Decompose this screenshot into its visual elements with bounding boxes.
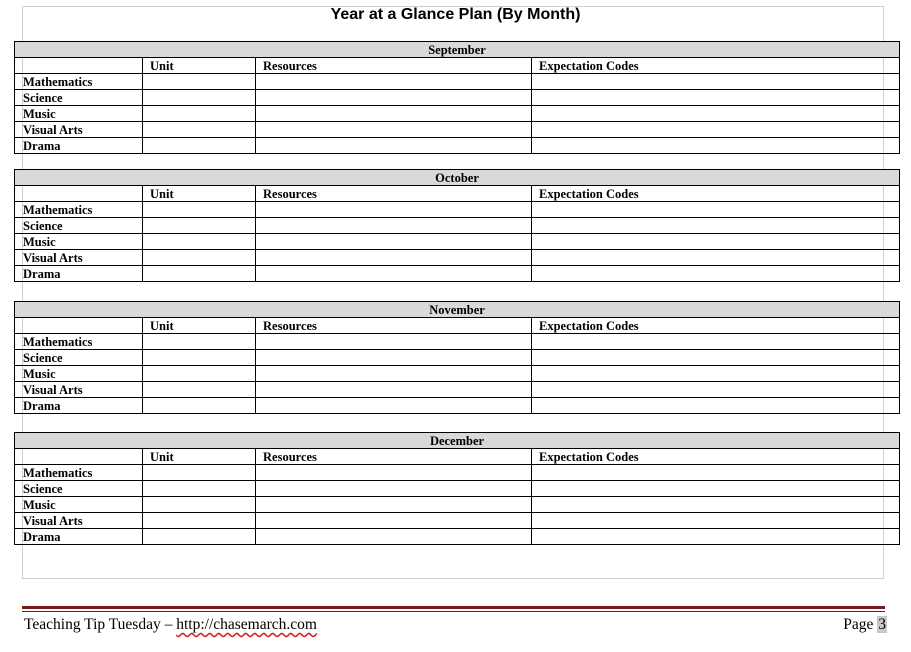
empty-cell[interactable] <box>256 250 532 266</box>
document-title: Year at a Glance Plan (By Month) <box>330 6 581 23</box>
empty-cell[interactable] <box>256 218 532 234</box>
month-name: October <box>15 170 900 186</box>
column-header: Resources <box>256 449 532 465</box>
subject-label: Science <box>15 350 143 366</box>
empty-cell[interactable] <box>256 234 532 250</box>
column-header: Unit <box>143 318 256 334</box>
column-header: Expectation Codes <box>532 186 900 202</box>
page-number: 3 <box>878 616 886 633</box>
empty-cell[interactable] <box>532 382 900 398</box>
column-header: Resources <box>256 186 532 202</box>
subject-label: Science <box>15 481 143 497</box>
empty-cell[interactable] <box>532 74 900 90</box>
empty-cell[interactable] <box>532 465 900 481</box>
table-row <box>15 481 900 497</box>
header-blank-cell <box>15 318 143 334</box>
table-row <box>15 218 900 234</box>
empty-cell[interactable] <box>143 465 256 481</box>
empty-cell[interactable] <box>143 90 256 106</box>
empty-cell[interactable] <box>532 266 900 282</box>
empty-cell[interactable] <box>256 106 532 122</box>
column-header: Unit <box>143 186 256 202</box>
empty-cell[interactable] <box>143 529 256 545</box>
month-name: September <box>15 42 900 58</box>
empty-cell[interactable] <box>143 122 256 138</box>
column-header: Resources <box>256 318 532 334</box>
table-row <box>15 366 900 382</box>
empty-cell[interactable] <box>532 350 900 366</box>
subject-label: Music <box>15 497 143 513</box>
empty-cell[interactable] <box>532 398 900 414</box>
header-blank-cell <box>15 58 143 74</box>
subject-label: Science <box>15 218 143 234</box>
table-row <box>15 266 900 282</box>
empty-cell[interactable] <box>532 481 900 497</box>
empty-cell[interactable] <box>256 138 532 154</box>
footer-rule-thin <box>22 611 885 612</box>
empty-cell[interactable] <box>532 529 900 545</box>
empty-cell[interactable] <box>143 334 256 350</box>
table-row <box>15 90 900 106</box>
page-indicator <box>843 616 887 634</box>
column-header: Unit <box>143 58 256 74</box>
empty-cell[interactable] <box>532 202 900 218</box>
month-table-december <box>14 432 900 545</box>
subject-label: Visual Arts <box>15 513 143 529</box>
empty-cell[interactable] <box>143 218 256 234</box>
subject-label: Visual Arts <box>15 250 143 266</box>
page-label: Page <box>843 616 878 633</box>
empty-cell[interactable] <box>143 382 256 398</box>
empty-cell[interactable] <box>532 366 900 382</box>
empty-cell[interactable] <box>143 398 256 414</box>
month-name: December <box>15 433 900 449</box>
empty-cell[interactable] <box>256 529 532 545</box>
table-row <box>15 250 900 266</box>
empty-cell[interactable] <box>143 202 256 218</box>
table-row <box>15 202 900 218</box>
table-row <box>15 350 900 366</box>
month-table-november <box>14 301 900 414</box>
table-row <box>15 513 900 529</box>
empty-cell[interactable] <box>256 382 532 398</box>
empty-cell[interactable] <box>256 465 532 481</box>
column-header: Expectation Codes <box>532 318 900 334</box>
subject-label: Mathematics <box>15 74 143 90</box>
empty-cell[interactable] <box>532 497 900 513</box>
subject-label: Music <box>15 366 143 382</box>
empty-cell[interactable] <box>143 350 256 366</box>
empty-cell[interactable] <box>532 250 900 266</box>
empty-cell[interactable] <box>256 350 532 366</box>
month-name: November <box>15 302 900 318</box>
empty-cell[interactable] <box>143 234 256 250</box>
empty-cell[interactable] <box>256 202 532 218</box>
column-header: Expectation Codes <box>532 449 900 465</box>
table-row <box>15 122 900 138</box>
subject-label: Mathematics <box>15 465 143 481</box>
subject-label: Drama <box>15 138 143 154</box>
table-row <box>15 398 900 414</box>
empty-cell[interactable] <box>532 138 900 154</box>
empty-cell[interactable] <box>143 481 256 497</box>
empty-cell[interactable] <box>532 122 900 138</box>
month-table-september <box>14 41 900 154</box>
subject-label: Music <box>15 234 143 250</box>
column-header: Expectation Codes <box>532 58 900 74</box>
table-row <box>15 234 900 250</box>
table-row <box>15 382 900 398</box>
table-row <box>15 138 900 154</box>
subject-label: Drama <box>15 266 143 282</box>
table-row <box>15 334 900 350</box>
month-table-october <box>14 169 900 282</box>
empty-cell[interactable] <box>256 513 532 529</box>
subject-label: Science <box>15 90 143 106</box>
empty-cell[interactable] <box>256 481 532 497</box>
empty-cell[interactable] <box>532 218 900 234</box>
subject-label: Visual Arts <box>15 382 143 398</box>
empty-cell[interactable] <box>256 74 532 90</box>
empty-cell[interactable] <box>256 122 532 138</box>
footer-label: Teaching Tip Tuesday – <box>24 616 177 633</box>
table-row <box>15 74 900 90</box>
empty-cell[interactable] <box>143 513 256 529</box>
subject-label: Visual Arts <box>15 122 143 138</box>
empty-cell[interactable] <box>532 106 900 122</box>
empty-cell[interactable] <box>143 138 256 154</box>
footer-link[interactable]: http://chasemarch.com <box>176 616 317 633</box>
footer-rule <box>22 606 885 609</box>
empty-cell[interactable] <box>143 497 256 513</box>
empty-cell[interactable] <box>256 334 532 350</box>
subject-label: Music <box>15 106 143 122</box>
empty-cell[interactable] <box>143 366 256 382</box>
empty-cell[interactable] <box>143 106 256 122</box>
empty-cell[interactable] <box>143 266 256 282</box>
empty-cell[interactable] <box>143 74 256 90</box>
table-row <box>15 529 900 545</box>
empty-cell[interactable] <box>143 250 256 266</box>
column-header: Unit <box>143 449 256 465</box>
footer-text <box>24 616 317 634</box>
subject-label: Mathematics <box>15 202 143 218</box>
subject-label: Mathematics <box>15 334 143 350</box>
header-blank-cell <box>15 186 143 202</box>
empty-cell[interactable] <box>532 513 900 529</box>
table-row <box>15 465 900 481</box>
table-row <box>15 497 900 513</box>
empty-cell[interactable] <box>532 90 900 106</box>
empty-cell[interactable] <box>532 234 900 250</box>
empty-cell[interactable] <box>256 266 532 282</box>
subject-label: Drama <box>15 529 143 545</box>
empty-cell[interactable] <box>256 497 532 513</box>
subject-label: Drama <box>15 398 143 414</box>
empty-cell[interactable] <box>256 366 532 382</box>
header-blank-cell <box>15 449 143 465</box>
empty-cell[interactable] <box>256 398 532 414</box>
empty-cell[interactable] <box>532 334 900 350</box>
empty-cell[interactable] <box>256 90 532 106</box>
table-row <box>15 106 900 122</box>
column-header: Resources <box>256 58 532 74</box>
